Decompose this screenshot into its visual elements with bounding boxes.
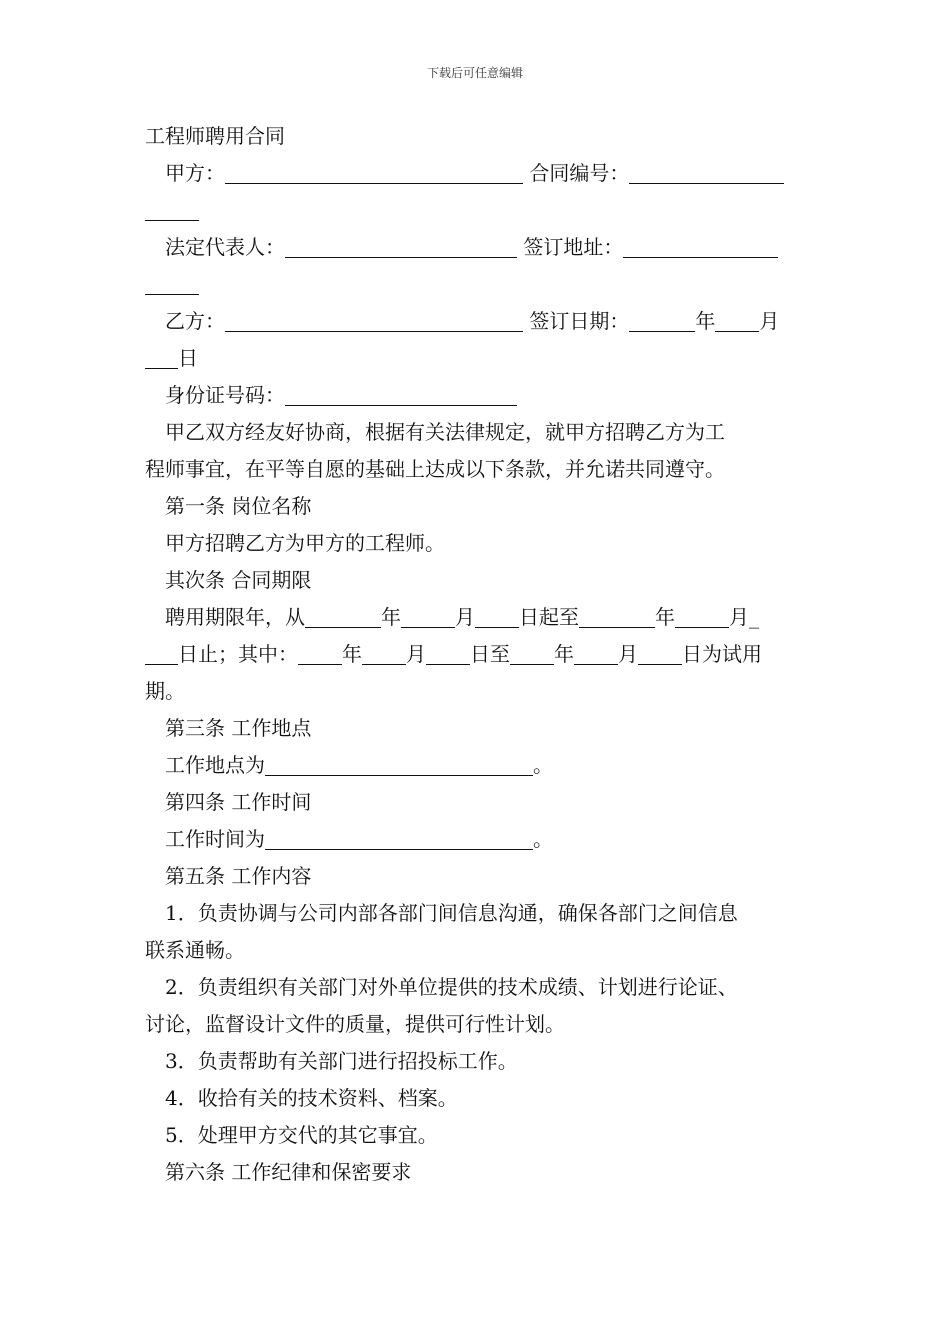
article-2-title: 其次条 合同期限 — [165, 568, 312, 592]
intro-line-2: 程师事宜，在平等自愿的基础上达成以下条款，并允诺共同遵守。 — [145, 457, 725, 481]
sign-place-label: 签订地址： — [523, 235, 624, 259]
article-1-title: 第一条 岗位名称 — [165, 494, 312, 518]
duty-item-4: 4．收拾有关的技术资料、档案。 — [165, 1086, 458, 1110]
probation-end-year-blank[interactable] — [510, 642, 554, 665]
legal-rep-label: 法定代表人： — [165, 235, 285, 259]
id-row — [145, 377, 807, 414]
day-char: 日 — [178, 346, 198, 370]
sign-year-blank[interactable] — [629, 309, 695, 332]
work-time-period: 。 — [533, 827, 553, 851]
term-end-day-blank[interactable] — [145, 642, 178, 665]
duty-item-5: 5．处理甲方交代的其它事宜。 — [165, 1123, 438, 1147]
sign-day-row — [145, 340, 807, 377]
term-year-3: 年 — [342, 642, 362, 666]
download-note: 下载后可任意编辑 — [426, 66, 523, 80]
term-end-stop: 日止；其中： — [178, 642, 298, 666]
article-6-title: 第六条 工作纪律和保密要求 — [165, 1160, 412, 1184]
term-probation: 日为试用 — [682, 642, 762, 666]
term-end-month-blank[interactable] — [675, 605, 729, 628]
probation-end-day-blank[interactable] — [638, 642, 682, 665]
probation-start-month-blank[interactable] — [362, 642, 406, 665]
contract-no-label: 合同编号： — [529, 161, 630, 185]
year-char: 年 — [695, 309, 716, 333]
contract-no-blank[interactable] — [629, 161, 784, 184]
term-prefix: 聘用期限年，从 — [165, 605, 305, 629]
work-location-period: 。 — [533, 753, 553, 777]
party-b-blank[interactable] — [225, 309, 523, 332]
term-line-2 — [145, 636, 807, 673]
sign-place-continuation — [145, 266, 807, 303]
party-a-label: 甲方： — [165, 161, 225, 185]
term-to: 日至 — [470, 642, 510, 666]
work-time-row — [145, 821, 807, 858]
legal-rep-row — [145, 229, 807, 266]
term-start-day-blank[interactable] — [475, 605, 519, 628]
contract-body — [145, 118, 807, 1191]
duty-item-2-line-1: 2．负责组织有关部门对外单位提供的技术成绩、计划进行论证、 — [165, 975, 738, 999]
term-month-4: 月 — [618, 642, 638, 666]
probation-end-month-blank[interactable] — [574, 642, 618, 665]
article-4-title: 第四条 工作时间 — [165, 790, 312, 814]
month-char: 月 — [759, 309, 780, 333]
term-line-3: 期。 — [145, 679, 185, 703]
work-location-blank[interactable] — [265, 753, 533, 776]
legal-rep-blank[interactable] — [285, 235, 517, 258]
term-year-4: 年 — [554, 642, 574, 666]
term-year-2: 年 — [655, 605, 675, 629]
term-month-end: 月_ — [729, 605, 759, 629]
party-b-row — [145, 303, 807, 340]
work-time-label: 工作时间为 — [165, 827, 265, 851]
article-1-body: 甲方招聘乙方为甲方的工程师。 — [165, 531, 445, 555]
id-blank[interactable] — [285, 383, 517, 406]
work-location-label: 工作地点为 — [165, 753, 265, 777]
term-end-year-blank[interactable] — [579, 605, 655, 628]
party-a-row — [145, 155, 807, 192]
term-year-1: 年 — [381, 605, 401, 629]
sign-place-blank-cont[interactable] — [145, 272, 199, 295]
term-start-day: 日起至 — [519, 605, 579, 629]
contract-title: 工程师聘用合同 — [145, 124, 285, 148]
contract-no-continuation — [145, 192, 807, 229]
party-b-label: 乙方： — [165, 309, 225, 333]
term-start-year-blank[interactable] — [305, 605, 381, 628]
intro-line-1: 甲乙双方经友好协商，根据有关法律规定，就甲方招聘乙方为工 — [165, 420, 725, 444]
party-a-blank[interactable] — [225, 161, 523, 184]
duty-item-1-line-2: 联系通畅。 — [145, 938, 245, 962]
duty-item-2-line-2: 讨论，监督设计文件的质量，提供可行性计划。 — [145, 1012, 565, 1036]
probation-start-year-blank[interactable] — [298, 642, 342, 665]
work-time-blank[interactable] — [265, 827, 533, 850]
term-month-3: 月 — [406, 642, 426, 666]
contract-no-blank-cont[interactable] — [145, 198, 199, 221]
term-start-month-blank[interactable] — [401, 605, 455, 628]
id-label: 身份证号码： — [165, 383, 285, 407]
term-line-1 — [145, 599, 807, 636]
article-3-title: 第三条 工作地点 — [165, 716, 312, 740]
sign-day-blank[interactable] — [145, 346, 178, 369]
probation-start-day-blank[interactable] — [426, 642, 470, 665]
duty-item-3: 3．负责帮助有关部门进行招投标工作。 — [165, 1049, 518, 1073]
sign-place-blank[interactable] — [623, 235, 778, 258]
sign-month-blank[interactable] — [715, 309, 759, 332]
sign-date-label: 签订日期： — [529, 309, 630, 333]
duty-item-1-line-1: 1．负责协调与公司内部各部门间信息沟通，确保各部门之间信息 — [165, 901, 738, 925]
term-month-1: 月 — [455, 605, 475, 629]
article-5-title: 第五条 工作内容 — [165, 864, 312, 888]
work-location-row — [145, 747, 807, 784]
